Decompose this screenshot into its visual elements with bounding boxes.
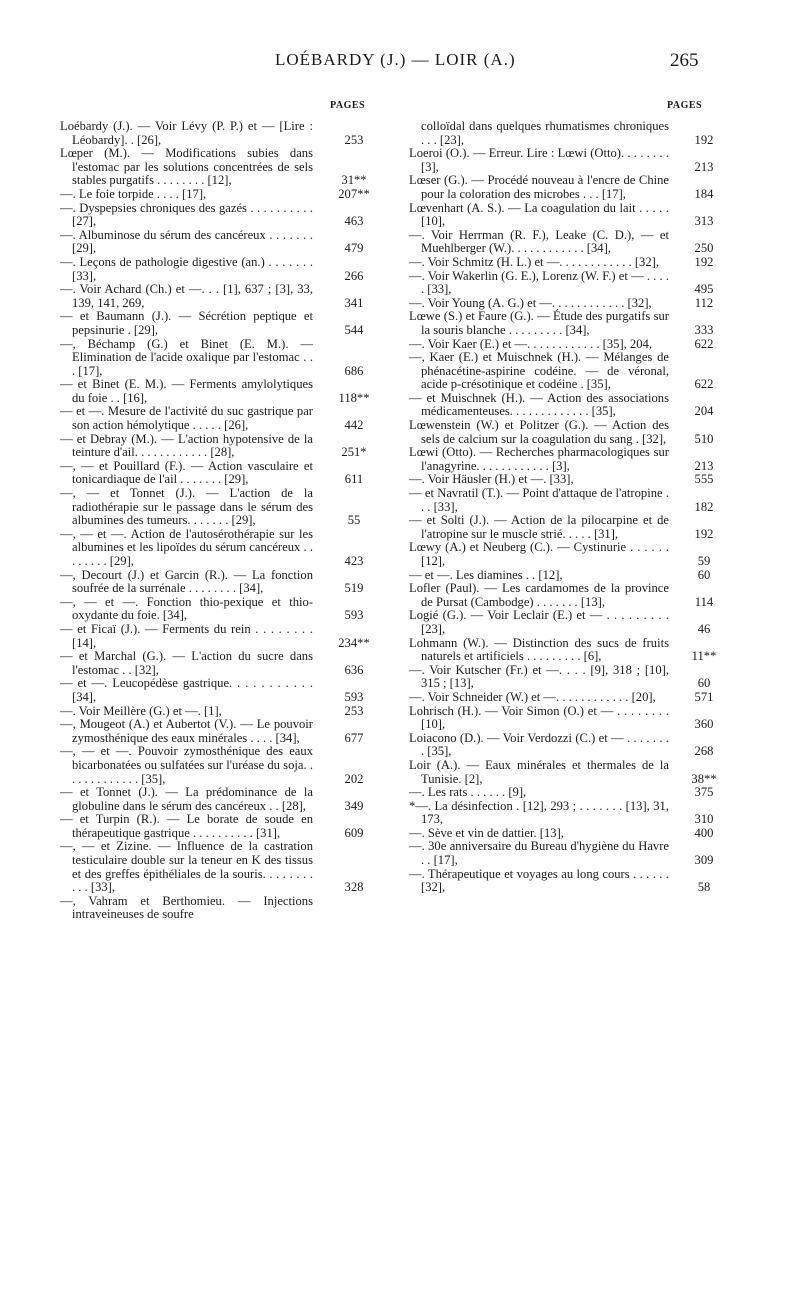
entry-text: Loir (A.). — Eaux minérales et thermales de la Tunisie. [2], <box>409 757 669 786</box>
entry-page-ref: 622 <box>694 336 714 351</box>
index-entry <box>60 528 375 569</box>
index-entry <box>409 569 723 583</box>
index-entry <box>409 310 723 337</box>
index-entry <box>60 120 375 147</box>
index-entry <box>409 297 723 311</box>
entry-page-ref: 423 <box>344 554 364 568</box>
entry-text: Lœwenstein (W.) et Politzer (G.). — Action des sels de calcium sur la coagulation du sang . [32], <box>409 418 669 446</box>
entry-page-ref: 360 <box>694 717 714 732</box>
entry-page-ref: 510 <box>694 431 714 446</box>
entry-text: Lœper (M.). — Modifications subies dans l'estomac par les solutions concentrées de sels stables purgatifs . . . . . . . . [12], <box>60 146 313 188</box>
entry-page-ref: 571 <box>694 689 714 704</box>
index-entry <box>409 609 723 636</box>
index-entry <box>409 419 723 446</box>
index-entry <box>409 392 723 419</box>
index-entry <box>409 827 723 841</box>
entry-list <box>60 120 375 922</box>
index-entry <box>409 514 723 541</box>
entry-text: — et —. Les diamines . . [12], <box>409 567 563 582</box>
entry-text: Lœvenhart (A. S.). — La coagulation du lait . . . . . [10], <box>409 200 669 229</box>
entry-page-ref: 313 <box>694 214 714 229</box>
entry-page-ref: 611 <box>344 472 364 487</box>
index-entry <box>60 813 375 840</box>
entry-text: —, Decourt (J.) et Garcin (R.). — La fonction soufrée de la surrénale . . . . . . . . [34], <box>60 567 313 596</box>
entry-page-ref: 46 <box>697 621 711 636</box>
index-entry <box>60 378 375 405</box>
entry-text: — et Turpin (R.). — Le borate de soude en thérapeutique gastrique . . . . . . . . . . [31], <box>60 812 313 840</box>
index-entry <box>409 256 723 270</box>
entry-text: — et —. Leucopédèse gastrique. . . . . . . . . . . [34], <box>60 676 313 704</box>
entry-page-ref: 11** <box>691 649 717 664</box>
index-entry <box>409 120 723 147</box>
index-entry <box>60 745 375 786</box>
entry-page-ref: 251* <box>341 445 367 460</box>
index-entry <box>409 174 723 201</box>
entry-text: —. Voir Herrman (R. F.), Leake (C. D.), — et Muehlberger (W.). . . . . . . . . . . . [34], <box>409 227 669 256</box>
index-entry <box>409 868 723 895</box>
pages-column-label: PAGES <box>667 100 703 111</box>
entry-text: — et Muischnek (H.). — Action des associations médicamenteuses. . . . . . . . . . . . . [35], <box>409 390 669 419</box>
entry-text: —, — et Zizine. — Influence de la castration testiculaire double sur la teneur en K des tissus et des greffes épithéliales de la souris. . . . . . . . . . . [33], <box>60 839 313 895</box>
index-entry <box>60 487 375 528</box>
entry-page-ref: 38** <box>691 771 717 786</box>
index-entry <box>60 786 375 813</box>
entry-page-ref: 328 <box>344 880 364 895</box>
entry-text: Lohmann (W.). — Distinction des sucs de fruits naturels et artificiels . . . . . . . . . [6], <box>409 635 669 664</box>
entry-text: —. Voir Häusler (H.) et —. [33], <box>409 472 574 487</box>
entry-page-ref: 213 <box>694 159 714 174</box>
entry-text: — et Marchal (G.). — L'action du sucre dans l'estomac . . [32], <box>60 649 313 677</box>
entry-text: —. Voir Wakerlin (G. E.), Lorenz (W. F.) et — . . . . . [33], <box>409 268 669 297</box>
index-entry <box>60 433 375 460</box>
entry-page-ref: 234** <box>338 635 370 650</box>
index-entry <box>60 460 375 487</box>
entry-text: —. Thérapeutique et voyages au long cours . . . . . . [32], <box>409 866 669 895</box>
entry-list <box>409 120 723 895</box>
entry-text: Loiacono (D.). — Voir Verdozzi (C.) et — . . . . . . . . [35], <box>409 730 669 759</box>
index-entry <box>60 229 375 256</box>
entry-text: Lofler (Paul). — Les cardamomes de la province de Pursat (Cambodge) . . . . . . . [13], <box>409 581 669 609</box>
entry-text: Lœwi (Otto). — Recherches pharmacologiques sur l'anagyrine. . . . . . . . . . . . [3], <box>409 445 669 473</box>
entry-text: Logié (G.). — Voir Leclair (E.) et — . . . . . . . . . [23], <box>409 608 669 636</box>
entry-page-ref: 253 <box>344 703 364 718</box>
entry-text: Loébardy (J.). — Voir Lévy (P. P.) et — [Lire : Léobardy]. . [26], <box>60 119 313 147</box>
entry-page-ref: 204 <box>694 404 714 419</box>
index-entry <box>409 351 723 392</box>
index-entry <box>60 310 375 337</box>
entry-text: — et Navratil (T.). — Point d'attaque de l'atropine . . . [33], <box>409 486 669 514</box>
entry-page-ref: 250 <box>694 241 714 256</box>
entry-page-ref: 60 <box>697 676 711 691</box>
entry-page-ref: 519 <box>344 581 364 596</box>
index-entry <box>60 677 375 704</box>
index-entry <box>409 446 723 473</box>
entry-page-ref: 192 <box>694 254 714 269</box>
entry-page-ref: 544 <box>344 322 364 337</box>
entry-page-ref: 309 <box>694 853 714 868</box>
entry-page-ref: 192 <box>694 132 714 147</box>
index-entry <box>409 270 723 297</box>
entry-page-ref: 60 <box>697 567 711 582</box>
entry-page-ref: 375 <box>694 785 714 800</box>
entry-page-ref: 636 <box>344 662 364 677</box>
entry-page-ref: 182 <box>694 499 714 514</box>
index-entry <box>409 582 723 609</box>
entry-page-ref: 686 <box>344 363 364 378</box>
entry-text: —. Dyspepsies chroniques des gazés . . . . . . . . . . [27], <box>60 200 313 229</box>
index-entry <box>60 405 375 432</box>
entry-page-ref: 59 <box>697 554 711 568</box>
entry-page-ref: 202 <box>344 771 364 786</box>
entry-text: —, — et —. Pouvoir zymosthénique des eaux bicarbonatées ou sulfatées sur l'uréase du soja. . . . . . . . . . . . . [35], <box>60 744 313 786</box>
index-entry <box>409 147 723 174</box>
entry-page-ref: 192 <box>694 526 714 541</box>
index-entry <box>60 188 375 202</box>
entry-page-ref: 118** <box>338 390 370 405</box>
entry-page-ref: 184 <box>694 186 714 201</box>
entry-page-ref: 341 <box>344 295 364 310</box>
entry-page-ref: 213 <box>694 458 714 473</box>
entry-page-ref: 253 <box>344 132 364 147</box>
index-entry <box>409 705 723 732</box>
page-number: 265 <box>670 50 699 71</box>
entry-page-ref: 349 <box>344 798 364 813</box>
entry-text: Lohrisch (H.). — Voir Simon (O.) et — . . . . . . . . [10], <box>409 703 669 732</box>
entry-page-ref: 114 <box>694 594 714 609</box>
index-entry <box>60 705 375 719</box>
entry-text: —. Voir Meillère (G.) et —. [1], <box>60 703 222 718</box>
entry-page-ref: 58 <box>697 880 711 895</box>
entry-page-ref: 266 <box>344 268 364 283</box>
entry-text: —, — et —. Action de l'autosérothérapie sur les albumines et les lipoïdes du sérum cancéreux . . . . . . . . [29], <box>60 526 313 568</box>
entry-text: — et Ficaï (J.). — Ferments du rein . . . . . . . . [14], <box>60 621 313 650</box>
entry-page-ref: 55 <box>347 513 361 528</box>
entry-text: —. Leçons de pathologie digestive (an.) . . . . . . . [33], <box>60 254 313 283</box>
entry-text: Lœwy (A.) et Neuberg (C.). — Cystinurie . . . . . . [12], <box>409 540 669 568</box>
entry-text: —. Voir Schneider (W.) et —. . . . . . . . . . . . [20], <box>409 689 656 704</box>
index-entry <box>60 650 375 677</box>
entry-page-ref: 495 <box>694 282 714 297</box>
entry-text: — et Baumann (J.). — Sécrétion peptique et pepsinurie . [29], <box>60 309 313 337</box>
index-entry <box>409 487 723 514</box>
entry-text: Loeroi (O.). — Erreur. Lire : Lœwi (Otto). . . . . . . . [3], <box>409 146 669 174</box>
index-entry <box>60 718 375 745</box>
entry-text: —. 30e anniversaire du Bureau d'hygiène du Havre . . [17], <box>409 839 669 868</box>
entry-page-ref: 479 <box>344 241 364 256</box>
index-entry <box>409 229 723 256</box>
entry-page-ref: 463 <box>344 214 364 229</box>
entry-text: —, — et —. Fonction thio-pexique et thio-oxydante du foie. [34], <box>60 594 313 623</box>
entry-page-ref: 268 <box>694 744 714 759</box>
index-entry <box>60 840 375 894</box>
entry-page-ref: 207** <box>338 186 370 201</box>
entry-text: Lœser (G.). — Procédé nouveau à l'encre de Chine pour la coloration des microbes . . . [17], <box>409 173 669 201</box>
entry-page-ref: 31** <box>341 173 367 188</box>
entry-text: — et Solti (J.). — Action de la pilocarpine et de l'atropine sur le muscle strié. . . . . [31], <box>409 513 669 541</box>
index-entry <box>409 338 723 352</box>
entry-text: Lœwe (S.) et Faure (G.). — Étude des purgatifs sur la souris blanche . . . . . . . . . [34], <box>409 309 669 337</box>
index-entry <box>409 202 723 229</box>
entry-text: —. Albuminose du sérum des cancéreux . . . . . . . [29], <box>60 227 313 256</box>
page-header <box>0 50 800 80</box>
entry-page-ref: 310 <box>694 812 714 827</box>
entry-page-ref: 333 <box>694 322 714 337</box>
entry-text: *—. La désinfection . [12], 293 ; . . . . . . . [13], 31, 173, <box>409 798 669 827</box>
index-entry <box>60 623 375 650</box>
entry-text: colloïdal dans quelques rhumatismes chroniques . . . [23], <box>421 119 669 147</box>
index-entry <box>409 637 723 664</box>
index-entry <box>60 283 375 310</box>
index-entry <box>409 732 723 759</box>
entry-page-ref: 593 <box>344 608 364 623</box>
index-entry <box>409 473 723 487</box>
entry-text: —. Voir Achard (Ch.) et —. . . [1], 637 ; [3], 33, 139, 141, 269, <box>60 282 313 310</box>
index-entry <box>60 202 375 229</box>
index-entry <box>409 691 723 705</box>
entry-page-ref: 555 <box>694 472 714 487</box>
entry-page-ref: 442 <box>344 418 364 433</box>
entry-text: —, Vahram et Berthomieu. — Injections intraveineuses de soufre <box>60 893 313 922</box>
index-entry <box>409 800 723 827</box>
entry-text: —, Béchamp (G.) et Binet (E. M.). — Elimination de l'acide oxalique par l'estomac . . . [17], <box>60 336 313 378</box>
entry-text: — et Debray (M.). — L'action hypotensive de la teinture d'ail. . . . . . . . . . . . [28], <box>60 431 313 460</box>
entry-page-ref: 609 <box>344 825 364 840</box>
entry-page-ref: 593 <box>344 689 364 704</box>
index-entry <box>60 596 375 623</box>
entry-text: —, — et Pouillard (F.). — Action vasculaire et tonicardiaque de l'ail . . . . . . . [29], <box>60 458 313 487</box>
entry-page-ref: 677 <box>344 730 364 745</box>
entry-page-ref: 112 <box>694 295 714 310</box>
index-entry <box>409 786 723 800</box>
running-head: LOÉBARDY (J.) — LOIR (A.) <box>275 50 516 69</box>
entry-text: —. Voir Kaer (E.) et —. . . . . . . . . . . . [35], 204, <box>409 336 652 351</box>
entry-page-ref: 622 <box>694 377 714 392</box>
entry-text: —. Voir Schmitz (H. L.) et —. . . . . . . . . . . . [32], <box>409 254 659 269</box>
entry-text: —. Le foie torpide . . . . [17], <box>60 186 207 201</box>
entry-text: —. Les rats . . . . . . [9], <box>409 785 527 800</box>
entry-text: —. Sève et vin de dattier. [13], <box>409 825 564 840</box>
entry-text: — et Binet (E. M.). — Ferments amylolytiques du foie . . [16], <box>60 377 313 405</box>
entry-text: —, Mougeot (A.) et Aubertot (V.). — Le pouvoir zymosthénique des eaux minérales . . . . [34], <box>60 717 313 745</box>
index-entry <box>60 895 375 922</box>
index-entry <box>409 759 723 786</box>
entry-text: —. Voir Kutscher (Fr.) et —. . . . [9], 318 ; [10], 315 ; [13], <box>409 662 669 691</box>
index-entry <box>60 338 375 379</box>
index-entry <box>409 840 723 867</box>
index-entry <box>409 541 723 568</box>
index-entry <box>409 664 723 691</box>
entry-text: —. Voir Young (A. G.) et —. . . . . . . . . . . . [32], <box>409 295 652 310</box>
index-entry <box>60 256 375 283</box>
index-entry <box>60 147 375 188</box>
entry-text: — et Tonnet (J.). — La prédominance de la globuline dans le sérum des cancéreux . . [28], <box>60 785 313 813</box>
index-entry <box>60 569 375 596</box>
entry-text: —, Kaer (E.) et Muischnek (H.). — Mélanges de phénacétine-aspirine codéine. — de véronal, acide p-crésotinique et codéine . [35], <box>409 350 669 392</box>
entry-text: —, — et Tonnet (J.). — L'action de la radiothérapie sur le passage dans le sérum des albumines des tumeurs. . . . . . . [29], <box>60 486 313 528</box>
entry-page-ref: 400 <box>694 825 714 840</box>
pages-column-label: PAGES <box>330 100 366 111</box>
entry-text: — et —. Mesure de l'activité du suc gastrique par son action hémolytique . . . . . [26], <box>60 404 313 433</box>
